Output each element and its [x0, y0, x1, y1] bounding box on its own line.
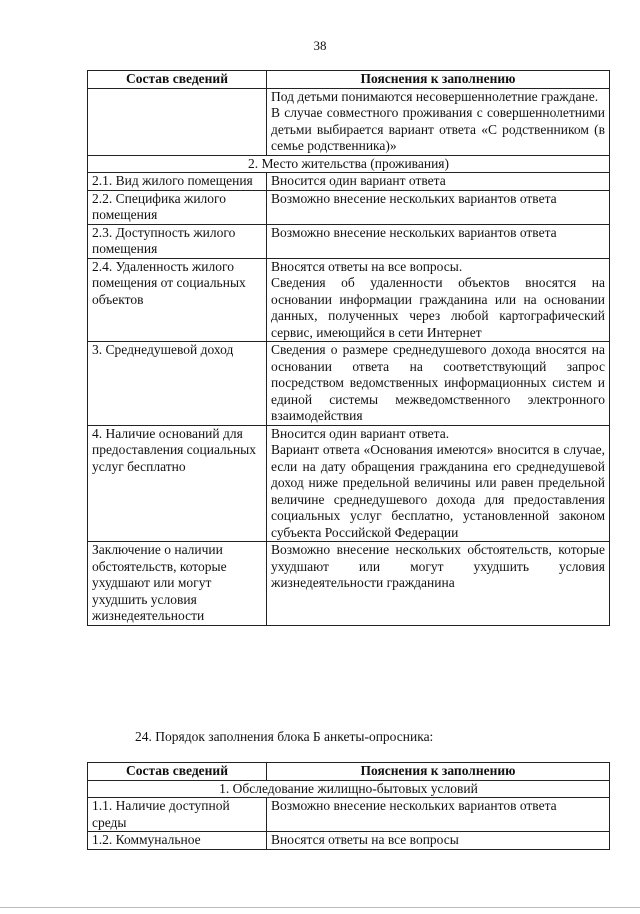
text-line: Вносится один вариант ответа — [271, 173, 446, 188]
explanation-cell — [267, 258, 610, 342]
table-row — [88, 832, 610, 850]
table-header-row — [88, 763, 610, 781]
table-row — [88, 258, 610, 342]
text-line: Сведения об удаленности объектов вносятся на основании информации гражданина или на основании данных, полученных через любой картографический сервис, имеющийся в сети Интернет — [271, 275, 605, 340]
section-row — [88, 780, 610, 798]
page-bottom-edge — [0, 907, 640, 908]
column-header: Состав сведений — [88, 763, 267, 781]
info-table-2 — [87, 762, 610, 850]
explanation-cell — [267, 190, 610, 224]
row-label: 2.3. Доступность жилого помещения — [88, 224, 267, 258]
explanation-cell — [267, 832, 610, 850]
row-label: 1.1. Наличие доступной среды — [88, 798, 267, 832]
section-title: 1. Обследование жилищно-бытовых условий — [88, 780, 610, 798]
table-row — [88, 425, 610, 542]
row-label: 1.2. Коммунальное — [88, 832, 267, 850]
explanation-cell — [267, 798, 610, 832]
table-header-row — [88, 71, 610, 89]
text-line: В случае совместного проживания с совершеннолетними детьми выбирается вариант ответа «С родственником (в семье родственника)» — [271, 105, 605, 153]
explanation-cell — [267, 88, 610, 155]
row-label: 4. Наличие оснований для предоставления социальных услуг бесплатно — [88, 425, 267, 542]
table-row — [88, 173, 610, 191]
explanation-cell — [267, 425, 610, 542]
row-label: 2.2. Специфика жилого помещения — [88, 190, 267, 224]
section-title: 2. Место жительства (проживания) — [88, 155, 610, 173]
row-label: 2.1. Вид жилого помещения — [88, 173, 267, 191]
empty-cell — [88, 88, 267, 155]
table-row — [88, 88, 610, 155]
text-line: Возможно внесение нескольких обстоятельств, которые ухудшают или могут ухудшить условия жизнедеятельности гражданина — [271, 542, 605, 590]
text-line: Вариант ответа «Основания имеются» вносится в случае, если на дату обращения гражданина его среднедушевой доход ниже предельной величины или равен предельной величине среднедушевого дохода для предоставления социальных услуг бесплатно, установленной законом субъекта Российской Федерации — [271, 442, 605, 540]
table-row — [88, 342, 610, 426]
page-number: 38 — [313, 38, 327, 53]
explanation-cell — [267, 173, 610, 191]
column-header: Пояснения к заполнению — [267, 71, 610, 89]
block-b-paragraph: 24. Порядок заполнения блока Б анкеты-опросника: — [135, 729, 434, 744]
column-header: Состав сведений — [88, 71, 267, 89]
text-line: Возможно внесение нескольких вариантов ответа — [271, 798, 557, 813]
table-row — [88, 224, 610, 258]
explanation-cell — [267, 542, 610, 626]
text-line: Под детьми понимаются несовершеннолетние граждане. — [271, 88, 599, 104]
column-header: Пояснения к заполнению — [267, 763, 610, 781]
text-line: Вносятся ответы на все вопросы. — [271, 258, 463, 274]
explanation-cell — [267, 224, 610, 258]
text-line: Сведения о размере среднедушевого дохода вносятся на основании ответа на соответствующий запрос посредством ведомственных информационных систем и единой системы межведомственного электронного взаимодействия — [271, 342, 605, 423]
row-label: 2.4. Удаленность жилого помещения от социальных объектов — [88, 258, 267, 342]
info-table-1 — [87, 70, 610, 626]
text-line: Возможно внесение нескольких вариантов ответа — [271, 224, 557, 240]
text-line: Вносятся ответы на все вопросы — [271, 832, 459, 847]
row-label: Заключение о наличии обстоятельств, которые ухудшают или могут ухудшить условия жизнедеятельности — [88, 542, 267, 626]
text-line: Вносится один вариант ответа. — [271, 425, 450, 441]
text-line: Возможно внесение нескольких вариантов ответа — [271, 190, 557, 206]
table-row — [88, 542, 610, 626]
section-row — [88, 155, 610, 173]
table-row — [88, 190, 610, 224]
row-label: 3. Среднедушевой доход — [88, 342, 267, 426]
table-row — [88, 798, 610, 832]
explanation-cell — [267, 342, 610, 426]
